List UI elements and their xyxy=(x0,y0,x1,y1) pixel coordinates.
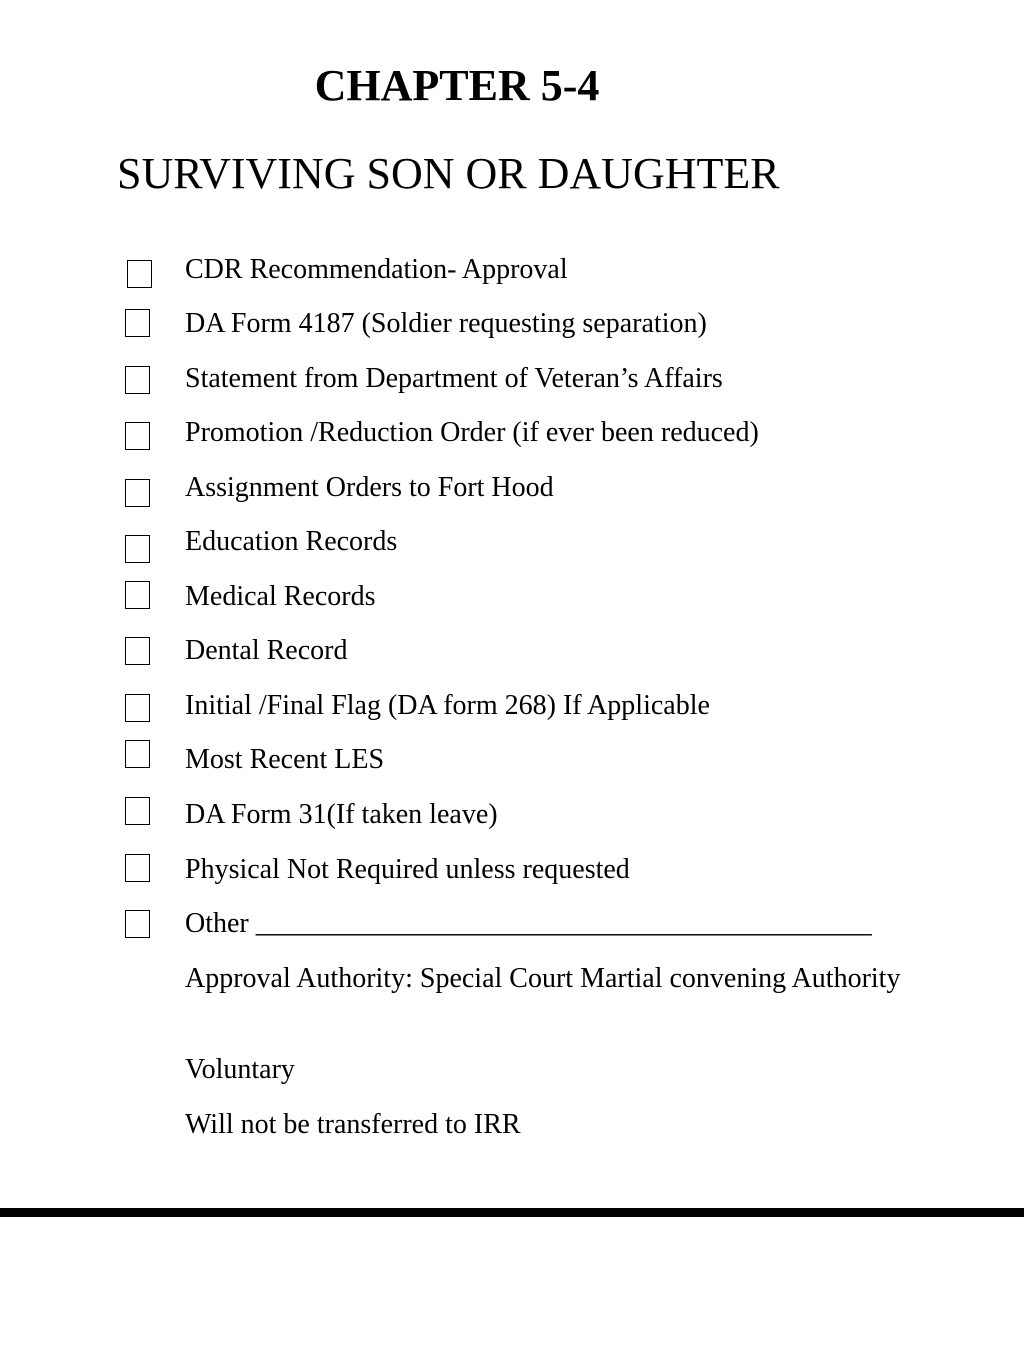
checklist-item-label: Medical Records xyxy=(185,581,376,612)
chapter-title: CHAPTER 5-4 xyxy=(314,61,600,110)
checkbox[interactable] xyxy=(125,740,150,768)
checklist-item xyxy=(0,906,1000,946)
checkbox[interactable] xyxy=(125,535,150,563)
checklist-item xyxy=(0,688,1000,728)
checkbox[interactable] xyxy=(125,479,150,507)
checkbox[interactable] xyxy=(125,309,150,337)
checkbox[interactable] xyxy=(125,581,150,609)
checklist-item-label: DA Form 4187 (Soldier requesting separation) xyxy=(185,308,707,339)
checklist-item-label: Statement from Department of Veteran’s Affairs xyxy=(185,363,723,394)
checklist-item xyxy=(0,361,1000,401)
checklist-item-label: Physical Not Required unless requested xyxy=(185,854,630,885)
section-title: SURVIVING SON OR DAUGHTER xyxy=(117,149,780,198)
checklist-item-label: Assignment Orders to Fort Hood xyxy=(185,472,554,503)
checklist-item-label: CDR Recommendation- Approval xyxy=(185,254,568,285)
checklist-item xyxy=(0,306,1000,346)
irr-note: Will not be transferred to IRR xyxy=(185,1109,521,1140)
checklist-item-label: Promotion /Reduction Order (if ever been reduced) xyxy=(185,417,759,448)
checklist-item xyxy=(0,633,1000,673)
checkbox[interactable] xyxy=(125,637,150,665)
checkbox[interactable] xyxy=(125,422,150,450)
checklist-item-label: Other ____________________________________________ xyxy=(185,908,872,939)
checklist-item-label: Most Recent LES xyxy=(185,744,385,775)
checkbox[interactable] xyxy=(125,854,150,882)
checklist-item xyxy=(0,470,1000,510)
checkbox[interactable] xyxy=(125,694,150,722)
checklist-item xyxy=(0,742,1000,782)
checklist-item xyxy=(0,252,1000,292)
checklist-item-label: Initial /Final Flag (DA form 268) If Applicable xyxy=(185,690,710,721)
checklist-item xyxy=(0,797,1000,837)
checklist-item xyxy=(0,852,1000,892)
checklist-item xyxy=(0,524,1000,564)
checkbox[interactable] xyxy=(125,797,150,825)
footer-divider xyxy=(0,1208,1024,1217)
checkbox[interactable] xyxy=(127,260,152,288)
approval-authority-note: Approval Authority: Special Court Martial convening Authority xyxy=(185,963,901,994)
checkbox[interactable] xyxy=(125,910,150,938)
checkbox[interactable] xyxy=(125,366,150,394)
checklist-item xyxy=(0,415,1000,455)
checklist-item-label: Dental Record xyxy=(185,635,348,666)
voluntary-note: Voluntary xyxy=(185,1054,295,1085)
checklist-item xyxy=(0,579,1000,619)
checklist-item-label: Education Records xyxy=(185,526,398,557)
checklist-item-label: DA Form 31(If taken leave) xyxy=(185,799,498,830)
